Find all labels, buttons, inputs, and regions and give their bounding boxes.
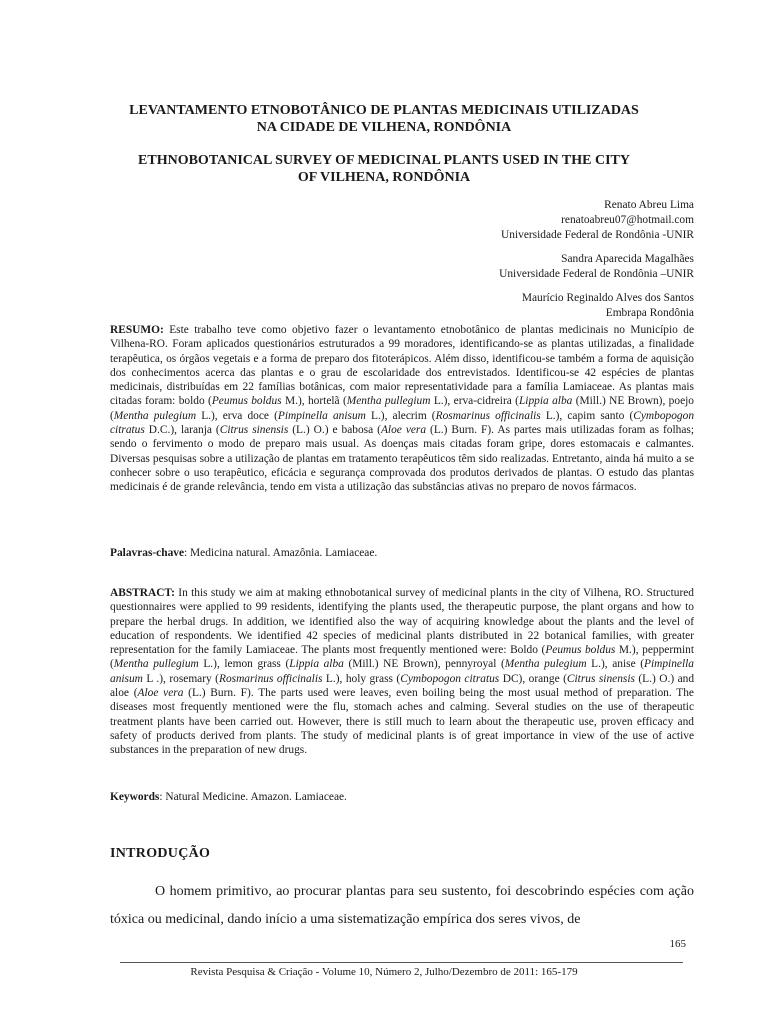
resumo-paragraph	[110, 323, 694, 495]
keywords-en-text: : Natural Medicine. Amazon. Lamiaceae.	[159, 791, 347, 803]
species-name: Citrus sinensis	[219, 424, 289, 437]
text-run: Este trabalho teve como objetivo fazer o levantamento etnobotânico de plantas medicinais no Município de Vilhena-RO. Foram aplicados questionários estruturados a 99 moradores, identificando-se as plantas utilizadas, a finalidade terapêutica, os órgãos vegetais e a forma de preparo dos fitoterápicos. Além disso, identificou-se também a forma de aquisição dos conhecimentos acerca das plantas e o grau de escolaridade dos entrevistados. Identificou-se 42 espécies de plantas medicinais, distribuídas em 22 famílias botânicas, com maior representatividade para a família Lamiaceae. As plantas mais citadas foram: boldo (	[110, 324, 694, 408]
author-name: Sandra Aparecida Magalhães	[561, 253, 694, 265]
text-run: (L.) O.) and aloe (	[110, 672, 695, 700]
page-number: 165	[669, 938, 686, 950]
text-run: DC), orange (	[499, 672, 567, 685]
title-en-line1: ETHNOBOTANICAL SURVEY OF MEDICINAL PLANTS USED IN THE CITY	[138, 153, 630, 168]
author-name: Maurício Reginaldo Alves dos Santos	[521, 292, 694, 304]
keywords-english	[110, 790, 694, 804]
species-name: Aloe vera	[137, 687, 184, 700]
abstract-label: ABSTRACT:	[110, 587, 175, 599]
author-block	[499, 291, 694, 321]
author-block	[499, 252, 694, 282]
text-run: L.), holy grass (	[322, 672, 401, 685]
intro-paragraph: O homem primitivo, ao procurar plantas para seu sustento, foi descobrindo espécies com ação tóxica ou medicinal, dando início a uma sistematização empírica dos seres vivos, de	[110, 884, 694, 927]
text-run: D.C.), laranja (	[144, 424, 220, 437]
keywords-en-label: Keywords	[110, 791, 160, 803]
species-name: Citrus sinensis	[566, 672, 635, 685]
resumo-label: RESUMO:	[110, 324, 164, 336]
title-pt-line2: NA CIDADE DE VILHENA, RONDÔNIA	[256, 120, 512, 135]
text-run: (L.) Burn. F). The parts used were leaves, even boiling being the most usual method of preparation. The diseases most frequently mentioned were the flu, stomach aches and calming. Several studies on the use of therapeutic treatment plants have been carried out. However, there is still much to learn about the therapeutic use, proven efficacy and safety of products derived from plants. The study of medicinal plants is of great importance in view of the use of active substances in the preparation of new drugs.	[110, 687, 694, 757]
text-run: (Mill.) NE Brown), pennyroyal (	[343, 658, 505, 671]
species-name: Peumus boldus	[211, 395, 282, 408]
resumo-body	[110, 324, 694, 493]
species-name: Lippia alba	[518, 395, 573, 408]
title-english	[80, 152, 688, 186]
species-name: Aloe vera	[380, 424, 427, 437]
footer-divider	[120, 962, 683, 963]
journal-footer: Revista Pesquisa & Criação - Volume 10, Número 2, Julho/Dezembro de 2011: 165-179	[190, 966, 578, 978]
text-run: L.), alecrim (	[365, 409, 436, 422]
species-name: Peumus boldus	[545, 644, 616, 657]
species-name: Cymbopogon citratus	[110, 409, 695, 437]
keywords-portuguese	[110, 546, 694, 560]
text-run: (L.) O.) e babosa (	[288, 424, 381, 437]
title-pt-line1: LEVANTAMENTO ETNOBOTÂNICO DE PLANTAS MEDICINAIS UTILIZADAS	[129, 103, 639, 118]
text-run: In this study we aim at making ethnobotanical survey of medicinal plants in the city of Vilhena, RO. Structured questionnaires were applied to 99 residents, identifying the plants used, the therapeutic purpose, the plant organs and how to prepare the herbal drugs. In addition, we identified also the way of acquiring knowledge about the plants and the level of education of respondents. We identified 42 species of medicinal plants distributed in 22 botanical families, with greater representation for the family Lamiaceae. The plants most frequently mentioned were: Boldo (	[110, 587, 694, 657]
section-heading-introducao: INTRODUÇÃO	[110, 846, 211, 861]
species-name: Rosmarinus officinalis	[218, 672, 323, 685]
species-name: Mentha pulegium	[504, 658, 587, 671]
text-run: M.), hortelã (	[281, 395, 347, 408]
species-name: Mentha pullegium	[113, 658, 199, 671]
text-run: L .), rosemary (	[142, 672, 219, 685]
author-name: Renato Abreu Lima	[604, 199, 694, 211]
text-run: M.), peppermint (	[110, 644, 695, 671]
author-block	[499, 198, 694, 243]
species-name: Rosmarinus officinalis	[435, 409, 541, 422]
abstract-body	[110, 587, 694, 756]
author-list	[499, 198, 694, 330]
text-run: L.), lemon grass (	[198, 658, 290, 671]
text-run: L.), erva doce (	[196, 409, 278, 422]
keywords-pt-text: : Medicina natural. Amazônia. Lamiaceae.	[184, 547, 378, 559]
species-name: Mentha pullegium	[346, 395, 431, 408]
author-affiliation: Embrapa Rondônia	[605, 307, 694, 319]
author-affiliation: Universidade Federal de Rondônia -UNIR	[501, 229, 694, 241]
text-run: L.), anise (	[586, 658, 645, 671]
species-name: Mentha pulegium	[113, 409, 197, 422]
title-portuguese	[80, 102, 688, 136]
species-name: Pimpinella anisum	[277, 409, 366, 422]
species-name: Pimpinella anisum	[110, 658, 694, 685]
author-affiliation: Universidade Federal de Rondônia –UNIR	[499, 268, 694, 280]
author-email: renatoabreu07@hotmail.com	[561, 214, 694, 226]
abstract-paragraph	[110, 586, 694, 758]
keywords-pt-label: Palavras-chave	[110, 547, 185, 559]
text-run: L.), capim santo (	[540, 409, 634, 422]
title-en-line2: OF VILHENA, RONDÔNIA	[297, 170, 471, 185]
text-run: L.), erva-cidreira (	[430, 395, 519, 408]
species-name: Lippia alba	[289, 658, 344, 671]
text-run: (Mill.) NE Brown), poejo (	[110, 395, 694, 422]
text-run: (L.) Burn. F). As partes mais utilizadas foram as folhas; sendo o fervimento o modo de preparo mais usual. As doenças mais citadas foram gripe, dores estomacais e calmantes. Diversas pesquisas sobre a utilização de plantas em tratamento terapêuticos têm sido realizadas. Entretanto, ainda há muito a se conhecer sobre o uso terapêutico, eficácia e segurança comprovada dos produtos derivados de plantas. O estudo das plantas medicinais é de grande relevância, tendo em vista a utilização das substâncias ativas no preparo de novos fármacos.	[110, 424, 694, 494]
species-name: Cymbopogon citratus	[400, 672, 500, 685]
